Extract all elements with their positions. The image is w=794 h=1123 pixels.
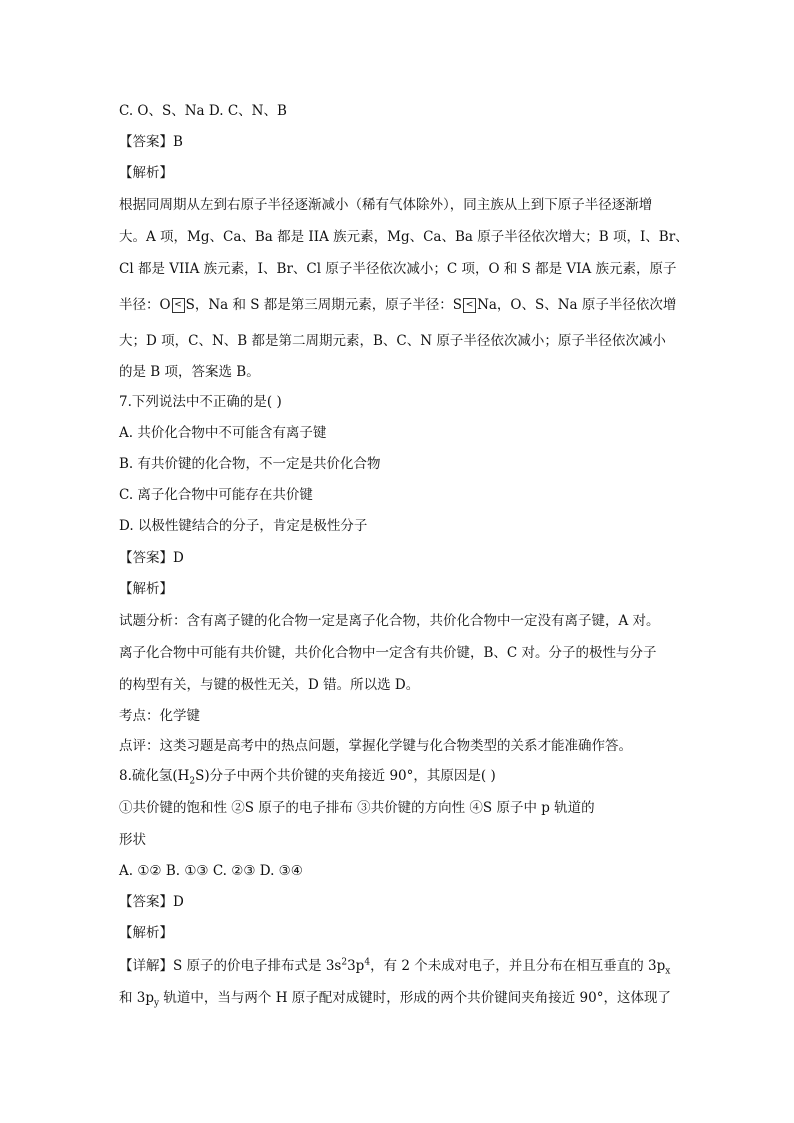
superscript: 4 bbox=[364, 957, 371, 968]
q6-text: 半径：O bbox=[119, 297, 171, 313]
q8-detail-text: ，有 2 个未成对电子，并且分布在相互垂直的 3p bbox=[370, 958, 666, 974]
q7-option-b: B. 有共价键的化合物，不一定是共价化合物 bbox=[119, 456, 381, 472]
q8-detail-line bbox=[119, 956, 679, 976]
q8-detail-line bbox=[119, 988, 679, 1008]
q7-option-d: D. 以极性键结合的分子，肯定是极性分子 bbox=[119, 518, 368, 534]
q8-answer: 【答案】D bbox=[119, 894, 184, 910]
q8-options: A. ①② B. ①③ C. ②③ D. ③④ bbox=[119, 863, 303, 879]
q8-detail-text: 3p bbox=[347, 958, 365, 974]
q6-analysis-line: Cl 都是 VIIA 族元素，I、Br、Cl 原子半径依次减小；C 项，O 和 S 都是 VIA 族元素，原子 bbox=[119, 261, 677, 277]
q7-option-a: A. 共价化合物中不可能含有离子键 bbox=[119, 425, 327, 441]
superscript: 2 bbox=[341, 957, 348, 968]
q7-analysis-label: 【解析】 bbox=[119, 581, 173, 597]
q7-analysis-line: 的构型有关，与键的极性无关，D 错。所以选 D。 bbox=[119, 677, 420, 693]
less-than-box: < bbox=[172, 298, 185, 313]
q6-analysis-label: 【解析】 bbox=[119, 165, 173, 181]
q6-analysis-line: 大。A 项，Mg、Ca、Ba 都是 IIA 族元素，Mg、Ca、Ba 原子半径依次增大；B 项，I、Br、 bbox=[119, 229, 689, 245]
q8-detail-text: 【详解】S 原子的价电子排布式是 3s bbox=[119, 958, 342, 974]
q8-items-line: ①共价键的饱和性 ②S 原子的电子排布 ③共价键的方向性 ④S 原子中 p 轨道的 bbox=[119, 800, 595, 816]
q7-option-c: C. 离子化合物中可能存在共价键 bbox=[119, 487, 313, 503]
q6-text: S，Na 和 S 都是第三周期元素，原子半径：S bbox=[185, 297, 463, 313]
q7-kaodian: 考点：化学键 bbox=[119, 708, 200, 724]
q6-answer: 【答案】B bbox=[119, 134, 183, 150]
subscript: 2 bbox=[189, 776, 196, 787]
q8-stem bbox=[119, 766, 679, 786]
q6-analysis-line: 的是 B 项，答案选 B。 bbox=[119, 364, 260, 380]
q6-analysis-line bbox=[119, 295, 679, 315]
q8-stem-text: 8.硫化氢(H bbox=[119, 768, 190, 784]
q7-analysis-line: 试题分析：含有离子键的化合物一定是离子化合物，共价化合物中一定没有离子键，A 对。 bbox=[119, 613, 660, 629]
q7-stem: 7.下列说法中不正确的是( ) bbox=[119, 394, 282, 410]
q8-detail-text: 轨道中，当与两个 H 原子配对成键时，形成的两个共价键间夹角接近 90°，这体现了 bbox=[159, 990, 671, 1006]
q6-options-cd: C. O、S、Na D. C、N、B bbox=[119, 103, 287, 119]
q8-analysis-label: 【解析】 bbox=[119, 925, 173, 941]
q8-detail-text: 和 3p bbox=[119, 990, 155, 1006]
q8-items-line: 形状 bbox=[119, 832, 146, 848]
q6-analysis-line: 大；D 项，C、N、B 都是第二周期元素，B、C、N 原子半径依次减小；原子半径依次减小 bbox=[119, 333, 666, 349]
subscript: y bbox=[154, 998, 160, 1009]
q6-text: Na，O、S、Na 原子半径依次增 bbox=[477, 297, 677, 313]
q6-analysis-line: 根据同周期从左到右原子半径逐渐减小（稀有气体除外），同主族从上到下原子半径逐渐增 bbox=[119, 197, 653, 213]
q7-dianping: 点评：这类习题是高考中的热点问题，掌握化学键与化合物类型的关系才能准确作答。 bbox=[119, 738, 632, 754]
less-than-box: < bbox=[463, 298, 476, 313]
subscript: x bbox=[665, 966, 671, 977]
q7-analysis-line: 离子化合物中可能有共价键，共价化合物中一定含有共价键，B、C 对。分子的极性与分子 bbox=[119, 645, 657, 661]
q7-answer: 【答案】D bbox=[119, 550, 184, 566]
q8-stem-text: S)分子中两个共价键的夹角接近 90°，其原因是( ) bbox=[195, 768, 496, 784]
